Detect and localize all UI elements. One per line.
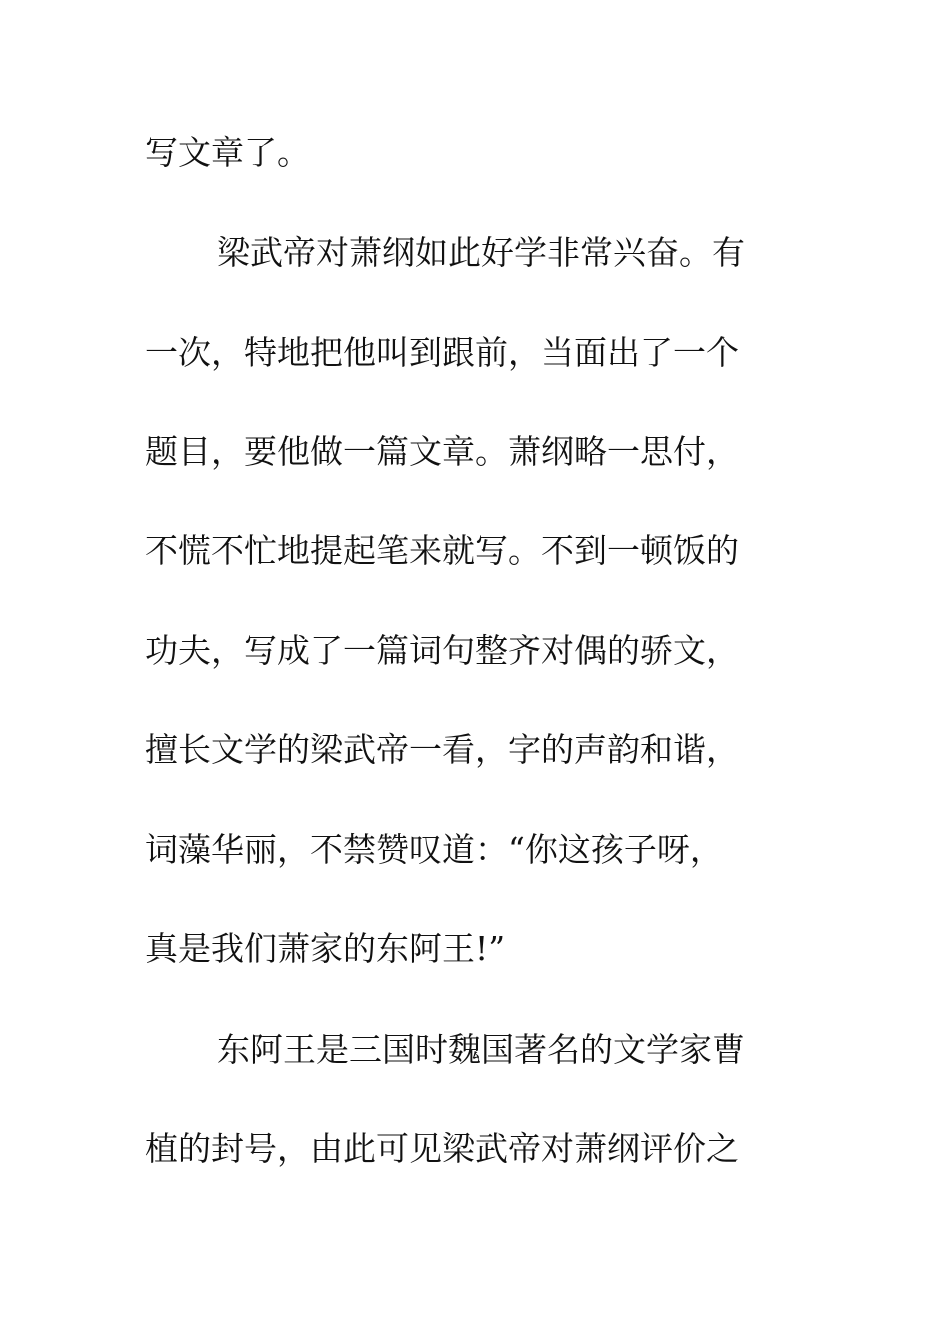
text-line: 一次，特地把他叫到跟前，当面出了一个 — [145, 333, 739, 372]
text-line: 题目，要他做一篇文章。萧纲略一思付， — [145, 432, 739, 471]
text-line: 写文章了。 — [145, 133, 310, 172]
text-line: 植的封号，由此可见梁武帝对萧纲评价之 — [145, 1129, 739, 1168]
text-line: 不慌不忙地提起笔来就写。不到一顿饭的 — [145, 531, 739, 570]
text-line: 词藻华丽，不禁赞叹道：“你这孩子呀， — [145, 830, 723, 869]
text-line: 擅长文学的梁武帝一看，字的声韵和谐， — [145, 730, 739, 769]
paragraph-first-line: 东阿王是三国时魏国著名的文学家曹 — [217, 1030, 745, 1069]
text-line: 功夫，写成了一篇词句整齐对偶的骄文， — [145, 631, 739, 670]
text-line: 真是我们萧家的东阿王!” — [145, 929, 506, 968]
paragraph-first-line: 梁武帝对萧纲如此好学非常兴奋。有 — [217, 233, 745, 272]
